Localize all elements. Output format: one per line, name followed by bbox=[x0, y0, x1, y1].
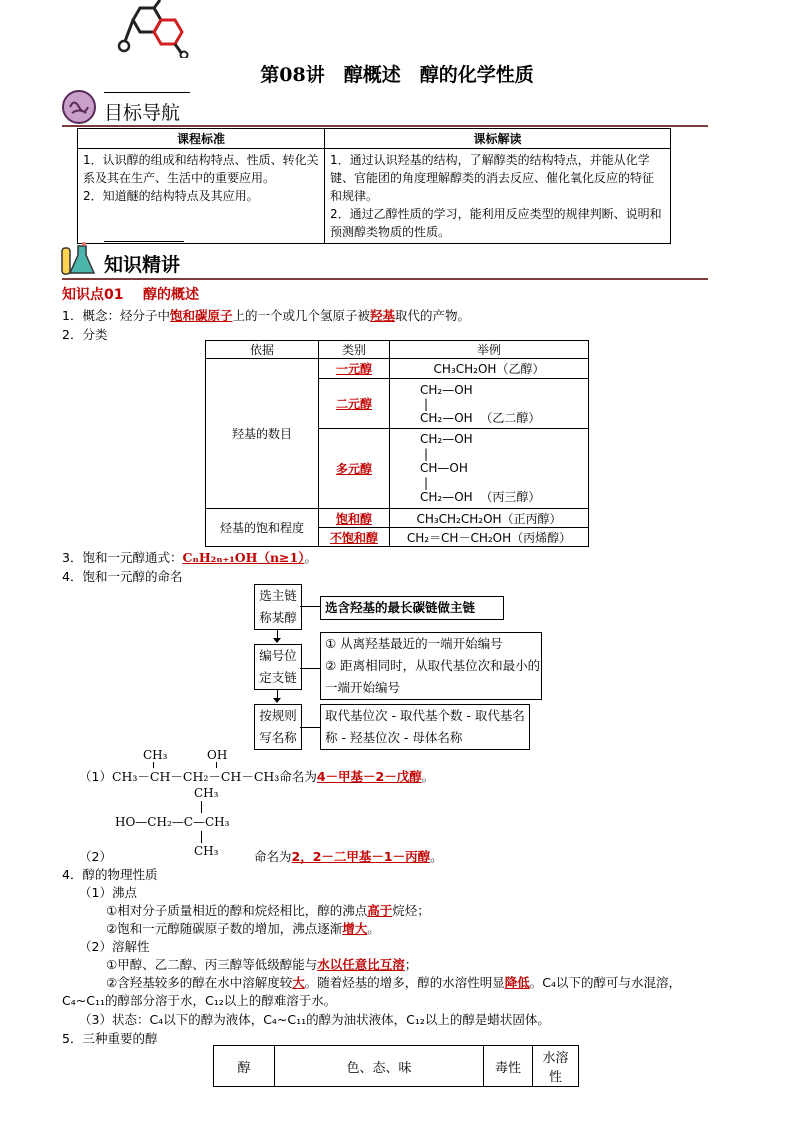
text: 。 bbox=[367, 921, 380, 936]
table-header: 色、态、味 bbox=[275, 1046, 484, 1087]
key: 降低 bbox=[504, 975, 530, 990]
concept-text: 取代的产物。 bbox=[395, 308, 471, 323]
kp-title: 醇的概述 bbox=[142, 287, 199, 303]
ex1-name: 4－甲基－2－戊醇 bbox=[316, 769, 422, 784]
formula-suffix: 。 bbox=[304, 550, 317, 565]
text: ②饱和一元醇随碳原子数的增加，沸点逐渐 bbox=[106, 921, 343, 936]
naming-example-1: （1）CH₃－CH－CH₂－CH－CH₃命名为4－甲基－2－戊醇。 bbox=[79, 769, 435, 784]
ex-prefix: （1） bbox=[79, 769, 112, 784]
formula-name: （乙二醇） bbox=[480, 410, 541, 425]
category-cell: 一元醇 bbox=[319, 359, 390, 379]
basis-cell: 烃基的饱和程度 bbox=[206, 509, 319, 547]
formula-line: CH—OH bbox=[420, 461, 468, 476]
flow-step-3-desc: 取代基位次 - 取代基个数 - 取代基名称 - 羟基位次 - 母体名称 bbox=[320, 704, 530, 750]
bp-line-1 bbox=[106, 901, 430, 919]
naming-label: 4．饱和一元醇的命名 bbox=[62, 569, 183, 584]
formula-line: CH₂—OH bbox=[420, 410, 473, 425]
important-alcohols-table bbox=[213, 1045, 579, 1087]
brain-icon bbox=[60, 88, 98, 126]
key: 增大 bbox=[342, 921, 368, 936]
general-formula-line bbox=[62, 548, 317, 566]
section-heading-knowledge: 知识精讲 bbox=[104, 254, 181, 276]
example-cell: CH₂＝CH－CH₂OH（丙烯醇） bbox=[390, 528, 589, 547]
concept-key: 饱和碳原子 bbox=[169, 308, 233, 323]
category-cell: 不饱和醇 bbox=[319, 528, 390, 547]
text: 烷烃； bbox=[392, 903, 430, 918]
sol-line-3: C₄~C₁₁的醇部分溶于水，C₁₂以上的醇难溶于水。 bbox=[62, 993, 337, 1008]
formula-line: CH₂—OH bbox=[420, 432, 473, 447]
classification-table bbox=[205, 340, 589, 547]
table-header: 举例 bbox=[390, 341, 589, 359]
text: ； bbox=[404, 957, 418, 972]
formula-name: （丙三醇） bbox=[480, 490, 541, 505]
naming-example-2: 命名为2，2－二甲基－1－丙醇。 bbox=[254, 849, 443, 864]
bp-line-2 bbox=[106, 919, 380, 937]
sol-line-2 bbox=[106, 973, 681, 991]
example-cell: CH₂—OH | CH—OH | CH₂—OH （丙三醇） bbox=[390, 429, 589, 509]
key: 水以任意比互溶 bbox=[317, 957, 405, 972]
ex1-formula: CH₃－CH－CH₂－CH－CH₃ bbox=[111, 769, 280, 784]
table-header: 课程标准 bbox=[78, 129, 325, 149]
flow-step-3: 按规则写名称 bbox=[254, 704, 302, 750]
example-cell: CH₃CH₂CH₂OH（正丙醇） bbox=[390, 509, 589, 528]
flow-step-1-desc: 选含羟基的最长碳链做主链 bbox=[320, 596, 504, 620]
classify-label: 2．分类 bbox=[62, 327, 108, 342]
category-cell: 饱和醇 bbox=[319, 509, 390, 528]
concept-text: 1．概念：烃分子中 bbox=[62, 308, 170, 323]
flow-step-2: 编号位定支链 bbox=[254, 644, 302, 690]
sol-line-1 bbox=[106, 955, 417, 973]
basis-cell: 羟基的数目 bbox=[206, 359, 319, 509]
ex2-prefix: （2） bbox=[79, 849, 112, 864]
table-header: 毒性 bbox=[484, 1046, 533, 1087]
table-header: 醇 bbox=[214, 1046, 275, 1087]
sol-label: （2）溶解性 bbox=[79, 939, 150, 954]
flow-step-1: 选主链称某醇 bbox=[254, 584, 302, 630]
ex2-name: 2，2－二甲基－1－丙醇 bbox=[291, 849, 431, 864]
concept-line bbox=[62, 306, 470, 324]
page-title: 第08讲 醇概述 醇的化学性质 bbox=[260, 64, 534, 86]
flow-desc-line: ① 从离羟基最近的一端开始编号 bbox=[325, 636, 503, 651]
ex1-substituent-oh: OH bbox=[207, 748, 228, 762]
table-header: 课标解读 bbox=[325, 129, 671, 149]
category-cell: 多元醇 bbox=[319, 429, 390, 509]
example-cell: CH₂—OH | CH₂—OH （乙二醇） bbox=[390, 379, 589, 429]
goal-text: 1．通过认识羟基的结构，了解醇类的结构特点，并能从化学键、官能团的角度理解醇类的消去反应、催化氧化反应的特征和规律。 bbox=[330, 153, 655, 203]
goal-text: 2．通过乙醇性质的学习，能利用反应类型的规律判断、说明和预测醇类物质的性质。 bbox=[330, 207, 662, 239]
table-header: 依据 bbox=[206, 341, 319, 359]
ex-text: 命名为 bbox=[279, 769, 317, 784]
goal-text: 2．知道醚的结构特点及其应用。 bbox=[83, 189, 259, 203]
concept-text: 上的一个或几个氢原子被 bbox=[232, 308, 370, 323]
state-line: （3）状态：C₄以下的醇为液体，C₄~C₁₁的醇为油状液体，C₁₂以上的醇是蜡状固体。 bbox=[79, 1012, 550, 1027]
flask-icon bbox=[56, 240, 96, 278]
ex2-bottom-ch3: CH₃ bbox=[194, 844, 219, 858]
table-header: 水溶性 bbox=[533, 1046, 579, 1087]
text: 。C₄以下的醇可与水混溶， bbox=[529, 975, 682, 990]
text: ②含羟基较多的醇在水中溶解度较 bbox=[106, 975, 293, 990]
section-heading-goals: 目标导航 bbox=[104, 102, 181, 124]
concept-key: 羟基 bbox=[370, 308, 396, 323]
key: 大 bbox=[292, 975, 305, 990]
goal-text: 1．认识醇的组成和结构特点、性质、转化关系及其在生产、生活中的重要应用。 bbox=[83, 153, 319, 185]
text: 。随着烃基的增多，醇的水溶性明显 bbox=[304, 975, 505, 990]
physical-label: 4．醇的物理性质 bbox=[62, 867, 158, 882]
ex2-top-ch3: CH₃ bbox=[194, 786, 219, 800]
formula-line: CH₂—OH bbox=[420, 382, 473, 397]
important-label: 5．三种重要的醇 bbox=[62, 1031, 158, 1046]
category-cell: 二元醇 bbox=[319, 379, 390, 429]
flow-step-2-desc bbox=[320, 632, 542, 700]
bp-label: （1）沸点 bbox=[79, 885, 137, 900]
ex1-substituent-ch3: CH₃ bbox=[143, 748, 168, 762]
key: 高于 bbox=[367, 903, 393, 918]
kp-label: 知识点01 bbox=[62, 287, 124, 303]
general-formula: CₙH₂ₙ₊₁OH（n≥1） bbox=[182, 550, 305, 565]
ex2-main-chain: HO—CH₂—C—CH₃ bbox=[115, 815, 230, 829]
ex-text: 命名为 bbox=[254, 849, 292, 864]
formula-prefix: 3．饱和一元醇通式： bbox=[62, 550, 183, 565]
flow-desc-line: ② 距离相同时，从取代基位次和最小的一端开始编号 bbox=[325, 658, 541, 695]
molecule-logo-icon bbox=[116, 0, 196, 58]
table-header: 类别 bbox=[319, 341, 390, 359]
text: ①相对分子质量相近的醇和烷烃相比，醇的沸点 bbox=[106, 903, 368, 918]
text: ①甲醇、乙二醇、丙三醇等低级醇能与 bbox=[106, 957, 318, 972]
knowledge-point-heading bbox=[62, 284, 199, 304]
goals-table bbox=[77, 128, 671, 244]
formula-line: CH₂—OH bbox=[420, 490, 473, 505]
example-cell: CH₃CH₂OH（乙醇） bbox=[390, 359, 589, 379]
